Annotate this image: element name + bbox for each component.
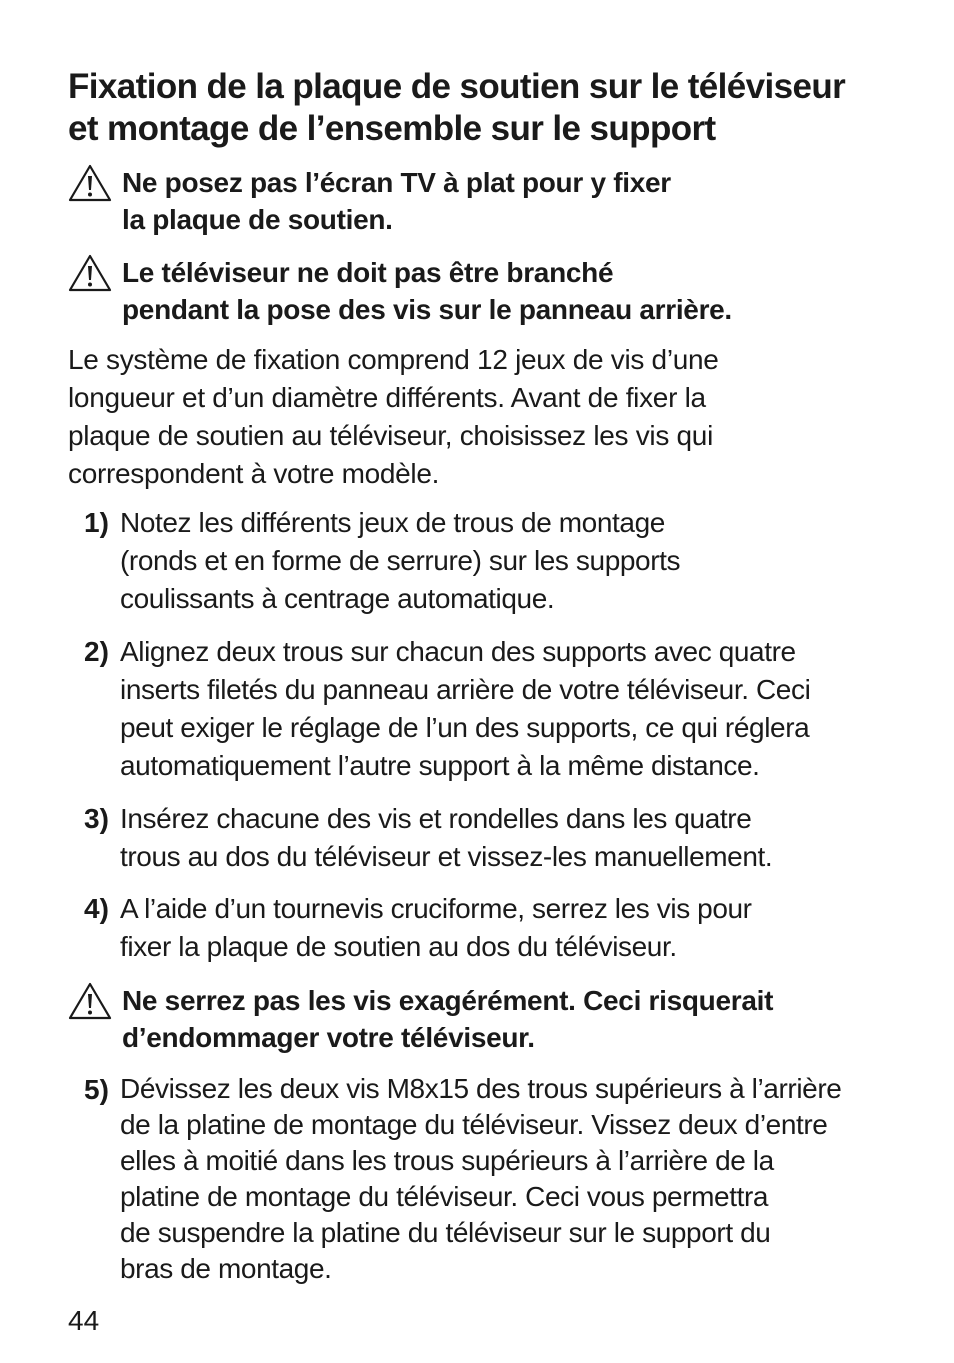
warning-line: Le téléviseur ne doit pas être branché bbox=[122, 257, 614, 288]
step-line: automatiquement l’autre support à la même distance. bbox=[120, 750, 760, 781]
step-number: 1) bbox=[84, 507, 109, 538]
page-title bbox=[68, 66, 938, 150]
step-text bbox=[120, 504, 940, 618]
intro-line: Le système de fixation comprend 12 jeux de vis d’une bbox=[68, 344, 719, 375]
step-text bbox=[120, 633, 940, 785]
step-line: Dévissez les deux vis M8x15 des trous supérieurs à l’arrière bbox=[120, 1073, 842, 1104]
step-line: Alignez deux trous sur chacun des supports avec quatre bbox=[120, 636, 796, 667]
warning-text bbox=[122, 254, 942, 328]
intro-line: longueur et d’un diamètre différents. Avant de fixer la bbox=[68, 382, 706, 413]
warning-line: d’endommager votre téléviseur. bbox=[122, 1022, 535, 1053]
step-line: elles à moitié dans les trous supérieurs à l’arrière de la bbox=[120, 1145, 774, 1176]
step-number: 4) bbox=[84, 893, 109, 924]
intro-paragraph bbox=[68, 341, 938, 493]
warning-text bbox=[122, 982, 942, 1056]
step-number: 5) bbox=[84, 1074, 109, 1105]
intro-line: correspondent à votre modèle. bbox=[68, 458, 440, 489]
step-line: (ronds et en forme de serrure) sur les supports bbox=[120, 545, 681, 576]
step-line: platine de montage du téléviseur. Ceci vous permettra bbox=[120, 1181, 769, 1212]
step-line: A l’aide d’un tournevis cruciforme, serrez les vis pour bbox=[120, 893, 752, 924]
intro-line: plaque de soutien au téléviseur, choisissez les vis qui bbox=[68, 420, 714, 451]
warning-line: pendant la pose des vis sur le panneau arrière. bbox=[122, 294, 732, 325]
warning-triangle-icon bbox=[68, 164, 112, 202]
warning-text bbox=[122, 164, 942, 238]
warning-triangle-icon bbox=[68, 254, 112, 292]
step-line: coulissants à centrage automatique. bbox=[120, 583, 555, 614]
step-text bbox=[120, 800, 940, 876]
step-line: peut exiger le réglage de l’un des supports, ce qui réglera bbox=[120, 712, 810, 743]
step-number: 3) bbox=[84, 803, 109, 834]
warning-line: Ne posez pas l’écran TV à plat pour y fixer bbox=[122, 167, 671, 198]
warning-triangle-icon bbox=[68, 982, 112, 1020]
warning-line: la plaque de soutien. bbox=[122, 204, 393, 235]
step-line: bras de montage. bbox=[120, 1253, 332, 1284]
step-line: Insérez chacune des vis et rondelles dans les quatre bbox=[120, 803, 752, 834]
step-line: de la platine de montage du téléviseur. Vissez deux d’entre bbox=[120, 1109, 828, 1140]
page-number: 44 bbox=[68, 1305, 100, 1336]
step-line: inserts filetés du panneau arrière de votre téléviseur. Ceci bbox=[120, 674, 811, 705]
step-line: Notez les différents jeux de trous de montage bbox=[120, 507, 665, 538]
step-text bbox=[120, 1071, 940, 1287]
step-line: trous au dos du téléviseur et vissez-les manuellement. bbox=[120, 841, 773, 872]
step-line: de suspendre la platine du téléviseur sur le support du bbox=[120, 1217, 771, 1248]
warning-line: Ne serrez pas les vis exagérément. Ceci risquerait bbox=[122, 985, 774, 1016]
title-line: et montage de l’ensemble sur le support bbox=[68, 109, 716, 148]
step-text bbox=[120, 890, 940, 966]
step-number: 2) bbox=[84, 636, 109, 667]
step-line: fixer la plaque de soutien au dos du téléviseur. bbox=[120, 931, 677, 962]
title-line: Fixation de la plaque de soutien sur le téléviseur bbox=[68, 67, 846, 106]
